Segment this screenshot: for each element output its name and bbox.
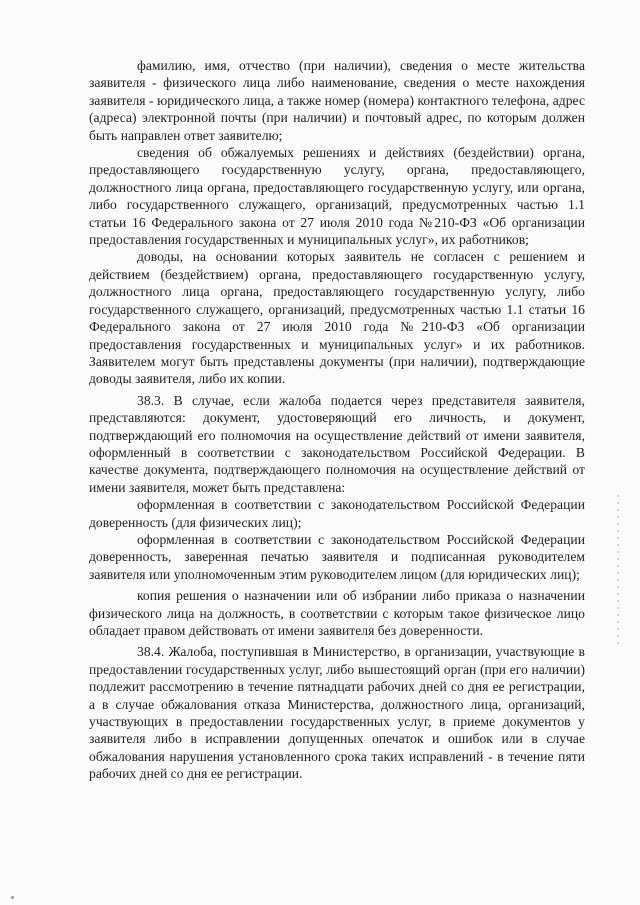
paragraph-38-4: 38.4. Жалоба, поступившая в Министерство, в организации, участвующие в предоставлении государственных услуг, либо вышестоящий орган (при его наличии) подлежит рассмотрению в течение пятнадцати рабочих дней со дня ее регистрации, а в случае обжалования отказа Министерства, должностного лица, организаций, участвующих в предоставлении государственных услуг, в приеме документов у заявителя либо в исправлении допущенных опечаток и ошибок или в случае обжалования нарушения установленного срока таких исправлений - в течение пяти рабочих дней со дня ее регистрации.	[89, 644, 585, 782]
document-body	[89, 57, 585, 783]
scan-corner-dot	[11, 896, 14, 899]
paragraph-appealed-decisions: сведения об обжалуемых решениях и действиях (бездействии) органа, предоставляющего государственную услугу, органа, предоставляющего, должностного лица органа, предоставляющего государственную услугу, или органа, либо государственного служащего, организаций, предусмотренных частью 1.1 статьи 16 Федерального закона от 27 июля 2010 года №210-ФЗ «Об организации предоставления государственных и муниципальных услуг», их работников;	[89, 145, 585, 248]
paragraph-arguments: доводы, на основании которых заявитель не согласен с решением и действием (бездействием) органа, предоставляющего государственную услугу, должностного лица органа, предоставляющего государственную услугу, либо государственного служащего, организаций, предусмотренных частью 1.1 статьи 16 Федерального закона от 27 июля 2010 года №210-ФЗ «Об организации предоставления государственных и муниципальных услуг» и их работников. Заявителем могут быть представлены документы (при наличии), подтверждающие доводы заявителя, либо их копии.	[89, 249, 585, 387]
paragraph-power-of-attorney-individuals: оформленная в соответствии с законодательством Российской Федерации доверенность (для физических лиц);	[89, 497, 585, 530]
paragraph-appointment-order: копия решения о назначении или об избрании либо приказа о назначении физического лица на должность, в соответствии с которым такое физическое лицо обладает правом действовать от имени заявителя без доверенности.	[89, 588, 585, 638]
paragraph-38-3: 38.3. В случае, если жалоба подается через представителя заявителя, представляются: документ, удостоверяющий его личность, и документ, подтверждающий его полномочия на осуществление действий от имени заявителя, оформленный в соответствии с законодательством Российской Федерации. В качестве документа, подтверждающего полномочия на осуществление действий от имени заявителя, может быть представлена:	[89, 392, 585, 495]
paragraph-power-of-attorney-legal-entities: оформленная в соответствии с законодательством Российской Федерации доверенность, заверенная печатью заявителя и подписанная руководителем заявителя или уполномоченным этим руководителем лицом (для юридических лиц);	[89, 531, 585, 582]
scan-edge-mark	[617, 495, 619, 645]
paragraph-applicant-details: фамилию, имя, отчество (при наличии), сведения о месте жительства заявителя - физического лица либо наименование, сведения о месте нахождения заявителя - юридического лица, а также номер (номера) контактного телефона, адрес (адреса) электронной почты (при наличии) и почтовый адрес, по которым должен быть направлен ответ заявителю;	[89, 58, 585, 143]
